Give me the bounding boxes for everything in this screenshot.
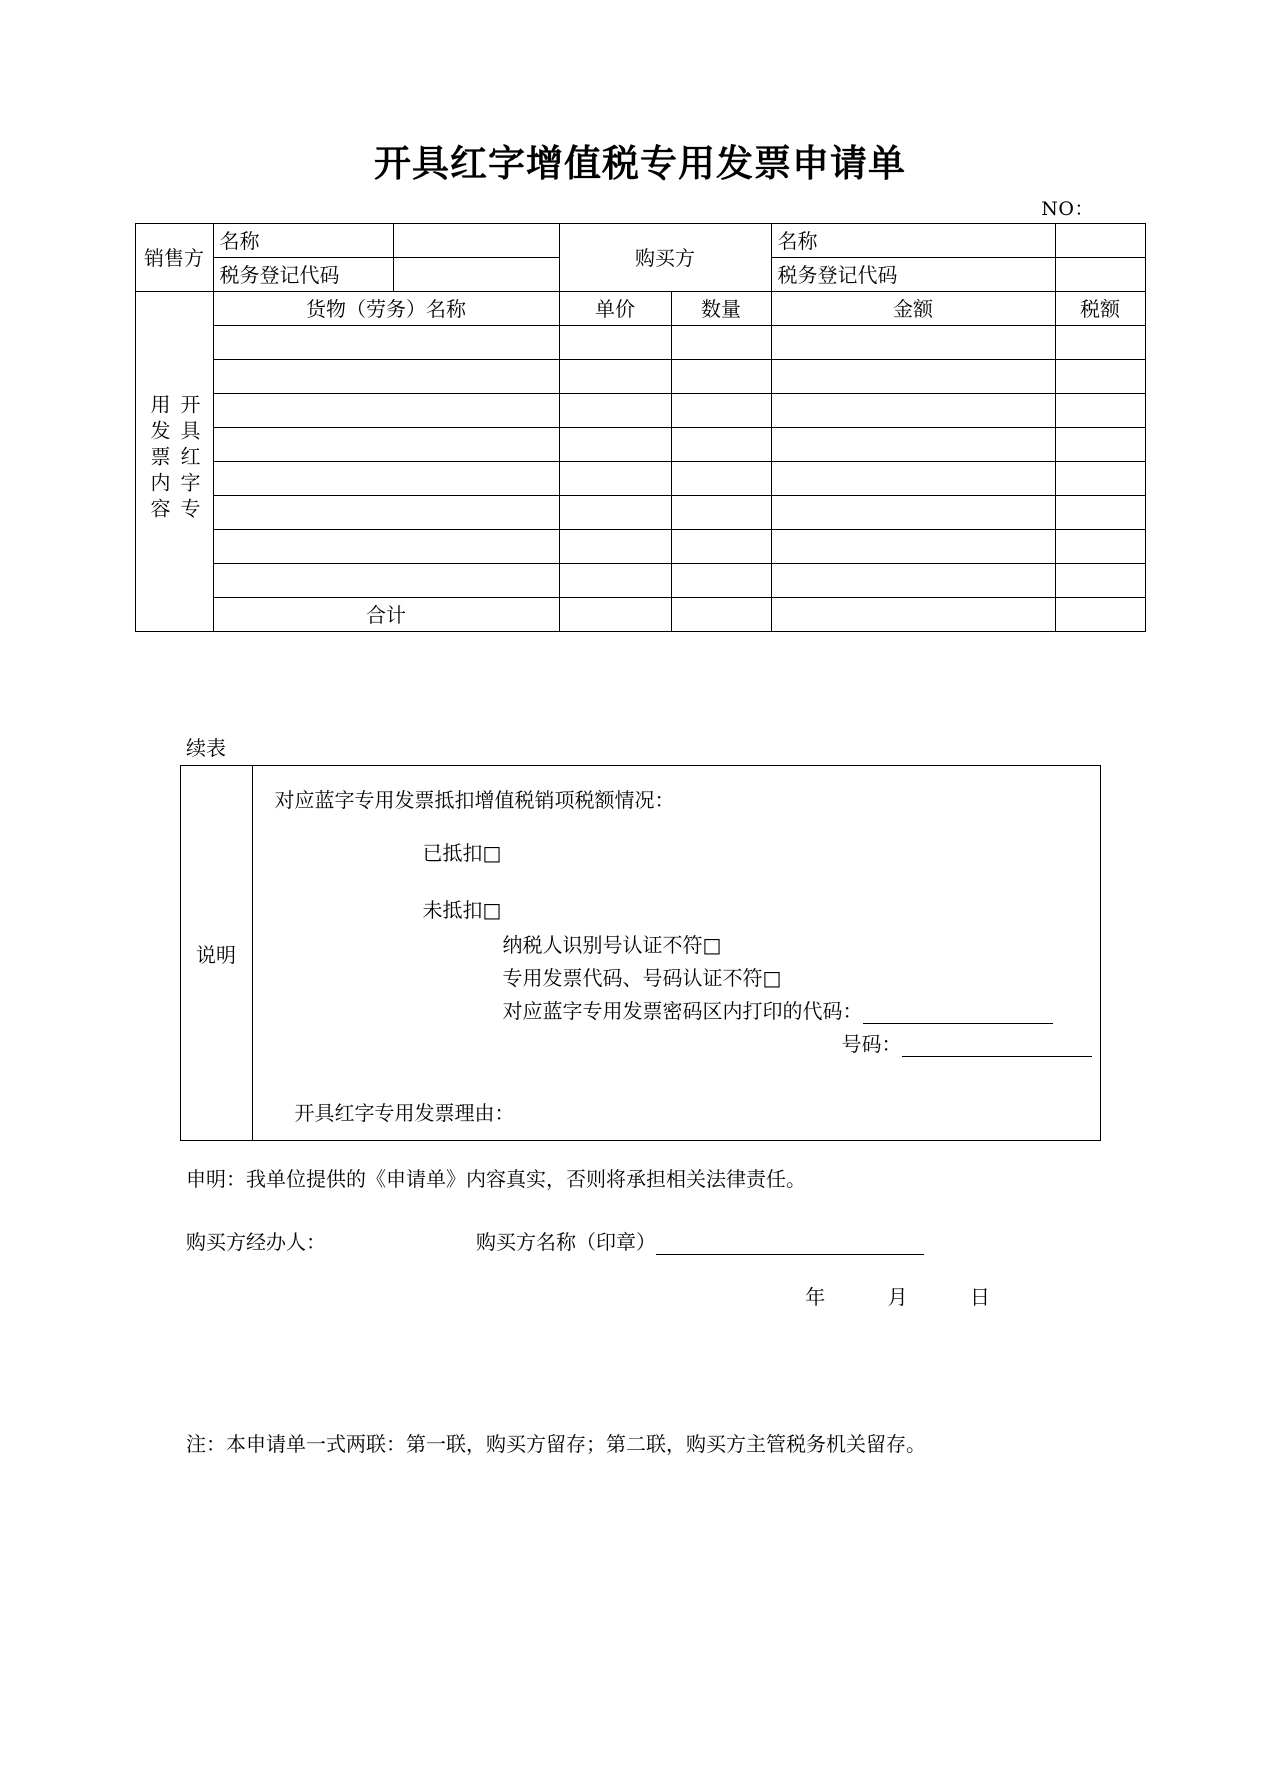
buyer-seal-group: [476, 1226, 924, 1255]
col-header-unit-price: 单价: [559, 292, 671, 326]
seller-tax-code-input[interactable]: [393, 258, 559, 292]
table-row: [135, 360, 1145, 394]
cell-amount[interactable]: [771, 428, 1055, 462]
table-row: [135, 394, 1145, 428]
cell-unit-price[interactable]: [559, 462, 671, 496]
cell-tax[interactable]: [1055, 564, 1145, 598]
cell-amount[interactable]: [771, 496, 1055, 530]
total-row: [135, 598, 1145, 632]
cell-goods[interactable]: [213, 496, 559, 530]
cell-goods[interactable]: [213, 360, 559, 394]
cell-quantity[interactable]: [671, 326, 771, 360]
reason-label: 开具红字专用发票理由：: [294, 1101, 515, 1126]
col-header-goods: 货物（劳务）名称: [213, 292, 559, 326]
password-code-row: [275, 995, 1100, 1024]
date-year-label: 年: [805, 1285, 828, 1310]
seller-name-label: 名称: [213, 224, 393, 258]
declaration-statement: 申明：我单位提供的《申请单》内容真实，否则将承担相关法律责任。: [186, 1167, 806, 1192]
checkbox-taxpayer-id-mismatch[interactable]: 纳税人识别号认证不符□: [502, 933, 722, 958]
table-row: [135, 462, 1145, 496]
cell-unit-price[interactable]: [559, 496, 671, 530]
cell-unit-price[interactable]: [559, 564, 671, 598]
date-month-label: 月: [887, 1285, 910, 1310]
cell-goods[interactable]: [213, 462, 559, 496]
notes-row: [180, 766, 1100, 1141]
buyer-name-input[interactable]: [1055, 224, 1145, 258]
buyer-seal-label: 购买方名称（印章）: [476, 1230, 656, 1255]
buyer-label: 购买方: [559, 224, 771, 292]
cell-tax[interactable]: [1055, 428, 1145, 462]
seller-tax-code-label: 税务登记代码: [213, 258, 393, 292]
buyer-agent-label: 购买方经办人：: [186, 1230, 326, 1255]
checkbox-invoice-code-mismatch[interactable]: 专用发票代码、号码认证不符□: [502, 966, 782, 991]
total-quantity[interactable]: [671, 598, 771, 632]
cell-amount[interactable]: [771, 530, 1055, 564]
date-row: [180, 1281, 1100, 1310]
goods-header-row: [135, 292, 1145, 326]
cell-quantity[interactable]: [671, 564, 771, 598]
seller-name-input[interactable]: [393, 224, 559, 258]
cell-goods[interactable]: [213, 394, 559, 428]
cell-amount[interactable]: [771, 564, 1055, 598]
redletter-content-label-text: 开具红字专用发票内容: [147, 394, 201, 525]
cell-amount[interactable]: [771, 360, 1055, 394]
invoice-table: [135, 223, 1146, 632]
cell-quantity[interactable]: [671, 530, 771, 564]
col-header-quantity: 数量: [671, 292, 771, 326]
cell-goods[interactable]: [213, 530, 559, 564]
checkbox-deducted[interactable]: 已抵扣□: [422, 841, 502, 866]
cell-unit-price[interactable]: [559, 394, 671, 428]
date-day-label: 日: [970, 1285, 992, 1310]
cell-tax[interactable]: [1055, 326, 1145, 360]
cell-tax[interactable]: [1055, 360, 1145, 394]
cell-amount[interactable]: [771, 326, 1055, 360]
table-row: [135, 530, 1145, 564]
notes-label: 说明: [180, 766, 252, 1141]
cell-quantity[interactable]: [671, 428, 771, 462]
notes-heading: 对应蓝字专用发票抵扣增值税销项税额情况：: [274, 788, 675, 813]
checkbox-not-deducted[interactable]: 未抵扣□: [422, 898, 502, 923]
total-unit-price[interactable]: [559, 598, 671, 632]
cell-unit-price[interactable]: [559, 326, 671, 360]
number-row: [275, 1028, 1100, 1057]
table-row: [135, 564, 1145, 598]
cell-tax[interactable]: [1055, 462, 1145, 496]
cell-unit-price[interactable]: [559, 530, 671, 564]
party-name-row: [135, 224, 1145, 258]
cell-amount[interactable]: [771, 462, 1055, 496]
cell-amount[interactable]: [771, 394, 1055, 428]
cell-unit-price[interactable]: [559, 360, 671, 394]
cell-quantity[interactable]: [671, 496, 771, 530]
cell-quantity[interactable]: [671, 394, 771, 428]
notes-body: [252, 766, 1100, 1141]
footer-note: 注：本申请单一式两联：第一联，购买方留存；第二联，购买方主管税务机关留存。: [186, 1432, 926, 1457]
notes-table: [180, 765, 1101, 1141]
col-header-amount: 金额: [771, 292, 1055, 326]
buyer-tax-code-label: 税务登记代码: [771, 258, 1055, 292]
continued-table-label: 续表: [186, 736, 226, 761]
cell-tax[interactable]: [1055, 530, 1145, 564]
cell-quantity[interactable]: [671, 462, 771, 496]
cell-tax[interactable]: [1055, 394, 1145, 428]
col-header-tax: 税额: [1055, 292, 1145, 326]
total-label: 合计: [213, 598, 559, 632]
password-code-input[interactable]: [863, 1002, 1053, 1024]
cell-quantity[interactable]: [671, 360, 771, 394]
signature-row: [180, 1226, 1100, 1255]
number-label: 号码：: [841, 1032, 902, 1057]
cell-goods[interactable]: [213, 428, 559, 462]
cell-goods[interactable]: [213, 326, 559, 360]
invoice-no-label: NO：: [1041, 198, 1094, 221]
table-row: [135, 428, 1145, 462]
cell-unit-price[interactable]: [559, 428, 671, 462]
cell-tax[interactable]: [1055, 496, 1145, 530]
redletter-content-label: [135, 292, 213, 632]
total-tax[interactable]: [1055, 598, 1145, 632]
buyer-seal-input[interactable]: [656, 1233, 924, 1255]
number-input[interactable]: [902, 1035, 1092, 1057]
table-row: [135, 326, 1145, 360]
table-row: [135, 496, 1145, 530]
total-amount[interactable]: [771, 598, 1055, 632]
seller-label: 销售方: [135, 224, 213, 292]
cell-goods[interactable]: [213, 564, 559, 598]
page-title: 开具红字增值税专用发票申请单: [374, 141, 906, 185]
password-code-label: 对应蓝字专用发票密码区内打印的代码：: [502, 999, 863, 1024]
buyer-name-label: 名称: [771, 224, 1055, 258]
buyer-tax-code-input[interactable]: [1055, 258, 1145, 292]
